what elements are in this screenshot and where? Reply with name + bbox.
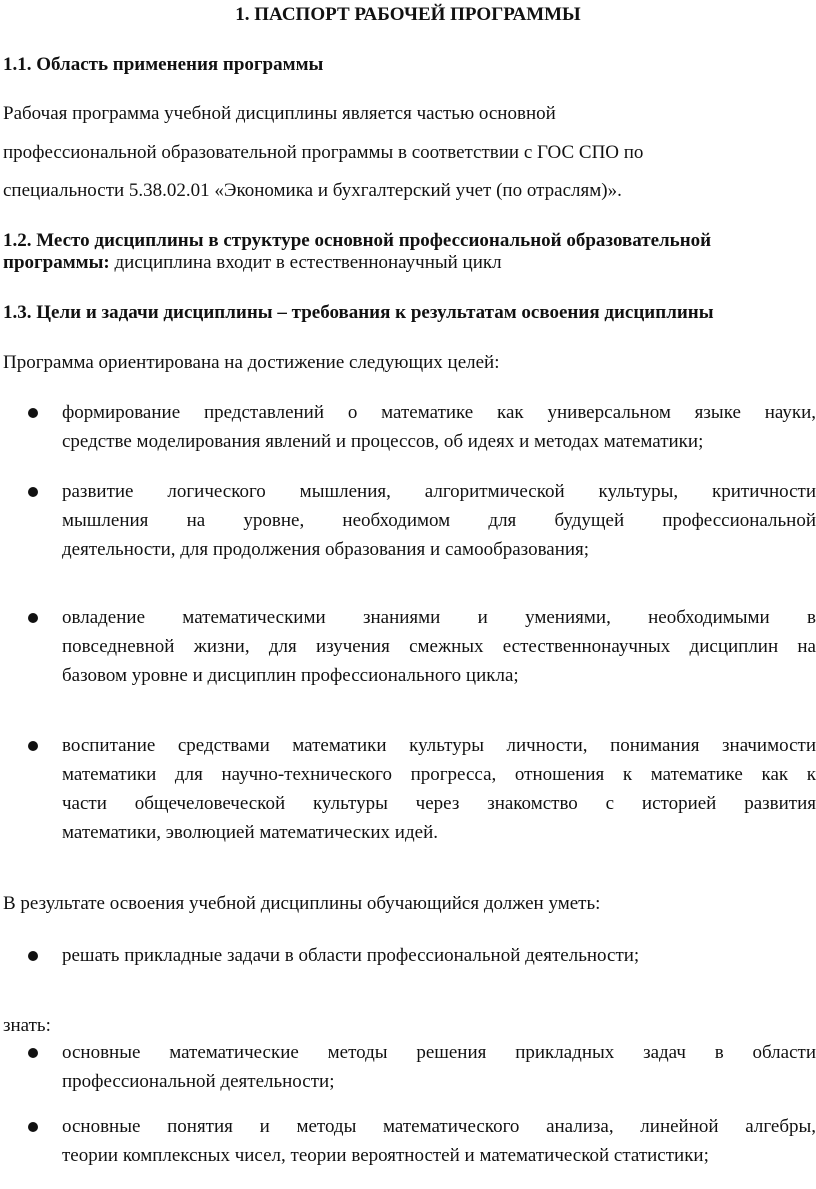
goal-1-line-1: формирование представлений о математике как универсальном языке науки,: [62, 402, 816, 423]
section-1-1-heading: 1.1. Область применения программы: [3, 54, 324, 75]
section-1-3-heading: 1.3. Цели и задачи дисциплины – требования к результатам освоения дисциплины: [3, 302, 714, 323]
section-1-2-heading: 1.2. Место дисциплины в структуре основной профессиональной образовательной: [3, 230, 712, 251]
bullet-icon: [28, 408, 38, 418]
knowledge-2-line-2: теории комплексных чисел, теории вероятностей и математической статистики;: [62, 1145, 709, 1166]
section-1-1-line-2: профессиональной образовательной программы в соответствии с ГОС СПО по: [3, 142, 644, 163]
skill-1-line-1: решать прикладные задачи в области профессиональной деятельности;: [62, 945, 640, 966]
bullet-icon: [28, 613, 38, 623]
knowledge-1-line-2: профессиональной деятельности;: [62, 1071, 335, 1092]
goal-2-line-2: мышления на уровне, необходимом для будущей профессиональной: [62, 510, 816, 531]
knowledge-2-line-1: основные понятия и методы математического анализа, линейной алгебры,: [62, 1116, 816, 1137]
goal-3-line-2: повседневной жизни, для изучения смежных естественнонаучных дисциплин на: [62, 636, 816, 657]
goal-1-line-2: средстве моделирования явлений и процессов, об идеях и методах математики;: [62, 431, 704, 452]
bullet-icon: [28, 741, 38, 751]
section-1-2-heading-cont: программы:: [3, 252, 110, 273]
bullet-icon: [28, 951, 38, 961]
goal-4-line-1: воспитание средствами математики культуры личности, понимания значимости: [62, 735, 816, 756]
bullet-icon: [28, 1048, 38, 1058]
knowledge-1-line-1: основные математические методы решения прикладных задач в области: [62, 1042, 816, 1063]
goal-3-line-1: овладение математическими знаниями и умениями, необходимыми в: [62, 607, 816, 628]
goal-2-line-1: развитие логического мышления, алгоритмической культуры, критичности: [62, 481, 816, 502]
section-1-2-line-2: [3, 250, 502, 276]
goal-3-line-3: базовом уровне и дисциплин профессионального цикла;: [62, 665, 519, 686]
section-1-1-line-1: Рабочая программа учебной дисциплины является частью основной: [3, 103, 556, 124]
goals-intro: Программа ориентирована на достижение следующих целей:: [3, 352, 500, 373]
result-intro: В результате освоения учебной дисциплины обучающийся должен уметь:: [3, 893, 601, 914]
goal-2-line-3: деятельности, для продолжения образования и самообразования;: [62, 539, 590, 560]
section-1-2-text: дисциплина входит в естественнонаучный цикл: [109, 252, 502, 273]
bullet-icon: [28, 487, 38, 497]
goal-4-line-3: части общечеловеческой культуры через знакомство с историей развития: [62, 793, 816, 814]
section-1-1-line-3: специальности 5.38.02.01 «Экономика и бухгалтерский учет (по отраслям)».: [3, 180, 622, 201]
goal-4-line-4: математики, эволюцией математических идей.: [62, 822, 438, 843]
know-label: знать:: [3, 1015, 51, 1036]
bullet-icon: [28, 1122, 38, 1132]
page-title: 1. ПАСПОРТ РАБОЧЕЙ ПРОГРАММЫ: [235, 4, 581, 25]
goal-4-line-2: математики для научно-технического прогресса, отношения к математике как к: [62, 764, 816, 785]
